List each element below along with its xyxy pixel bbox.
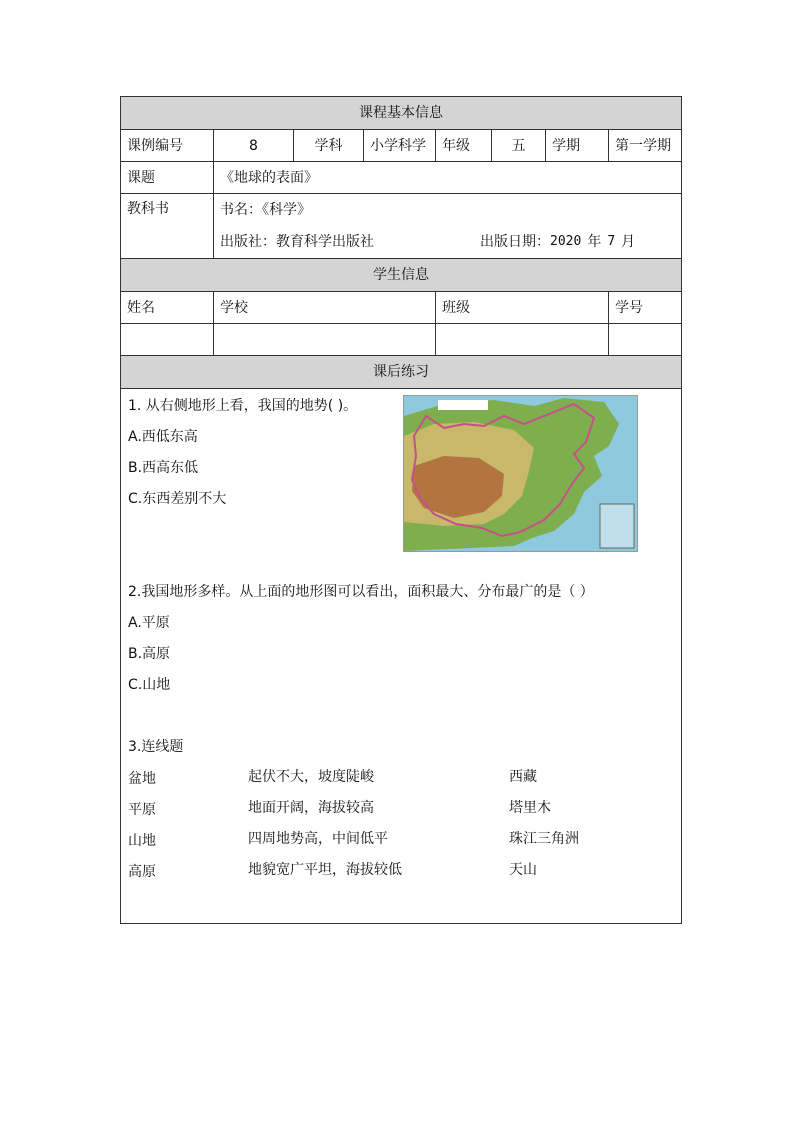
- q3-left-4[interactable]: 高原: [128, 864, 156, 880]
- subject-value: 小学科学: [364, 130, 436, 162]
- q3-right-3[interactable]: 珠江三角洲: [509, 831, 579, 847]
- q3-middle-3[interactable]: 四周地势高，中间低平: [248, 831, 388, 847]
- lesson-form-table: [120, 96, 682, 924]
- pub-date-year: 2020: [550, 234, 582, 249]
- topic-value: 《地球的表面》: [214, 162, 682, 194]
- grade-value: 五: [492, 130, 546, 162]
- terrain-map-graphic: [404, 396, 637, 551]
- publisher: 出版社：教育科学出版社: [220, 234, 374, 250]
- textbook-label: 教科书: [121, 194, 214, 259]
- case-no-label: 课例编号: [121, 130, 214, 162]
- q3-left-1[interactable]: 盆地: [128, 771, 156, 787]
- class-label: 班级: [436, 292, 609, 324]
- grade-label: 年级: [436, 130, 492, 162]
- q1-option-a: A.西低东高: [128, 429, 198, 445]
- q3-middle-1[interactable]: 起伏不大，坡度陡峻: [248, 769, 374, 785]
- lesson-sheet: [120, 96, 681, 924]
- term-value: 第一学期: [609, 130, 682, 162]
- q3-left-2[interactable]: 平原: [128, 802, 156, 818]
- pub-date-year-unit: 年: [587, 234, 602, 250]
- q3-middle-2[interactable]: 地面开阔，海拔较高: [248, 800, 374, 816]
- q1-option-b: B.西高东低: [128, 460, 199, 476]
- book-name: 书名：《科学》: [220, 202, 311, 218]
- south-sea-inset: [600, 504, 634, 548]
- case-no-value: 8: [214, 130, 294, 162]
- china-terrain-map-icon: [403, 395, 638, 552]
- q3-right-2[interactable]: 塔里木: [509, 800, 551, 816]
- subject-label: 学科: [294, 130, 364, 162]
- q3-right-4[interactable]: 天山: [509, 862, 537, 878]
- section-homework: 课后练习: [121, 356, 682, 389]
- q2-option-b: B.高原: [128, 646, 171, 662]
- school-field[interactable]: [214, 324, 436, 356]
- q1-option-c: C.东西差别不大: [128, 491, 227, 507]
- textbook-info: [214, 194, 682, 259]
- q3-left-3[interactable]: 山地: [128, 833, 156, 849]
- publish-line: [220, 226, 675, 258]
- q2-option-a: A.平原: [128, 615, 170, 631]
- pub-date-label: 出版日期：: [480, 234, 550, 250]
- q1-stem: 1. 从右侧地形上看，我国的地势( )。: [128, 398, 358, 414]
- map-title-box: [438, 400, 488, 410]
- name-field[interactable]: [121, 324, 214, 356]
- pub-date-month-unit: 月: [621, 234, 636, 250]
- homework-area: [121, 389, 682, 924]
- q3-right-1[interactable]: 西藏: [509, 769, 537, 785]
- section-student-info: 学生信息: [121, 259, 682, 292]
- section-course-info: 课程基本信息: [121, 97, 682, 130]
- term-label: 学期: [546, 130, 609, 162]
- q3-stem: 3.连线题: [128, 739, 184, 755]
- topic-label: 课题: [121, 162, 214, 194]
- q2-option-c: C.山地: [128, 677, 171, 693]
- student-id-label: 学号: [609, 292, 682, 324]
- q2-stem: 2.我国地形多样。从上面的地形图可以看出，面积最大、分布最广的是（ ）: [128, 584, 594, 600]
- class-field[interactable]: [436, 324, 609, 356]
- school-label: 学校: [214, 292, 436, 324]
- student-id-field[interactable]: [609, 324, 682, 356]
- name-label: 姓名: [121, 292, 214, 324]
- pub-date-month: 7: [607, 234, 616, 249]
- q3-middle-4[interactable]: 地貌宽广平坦，海拔较低: [248, 862, 402, 878]
